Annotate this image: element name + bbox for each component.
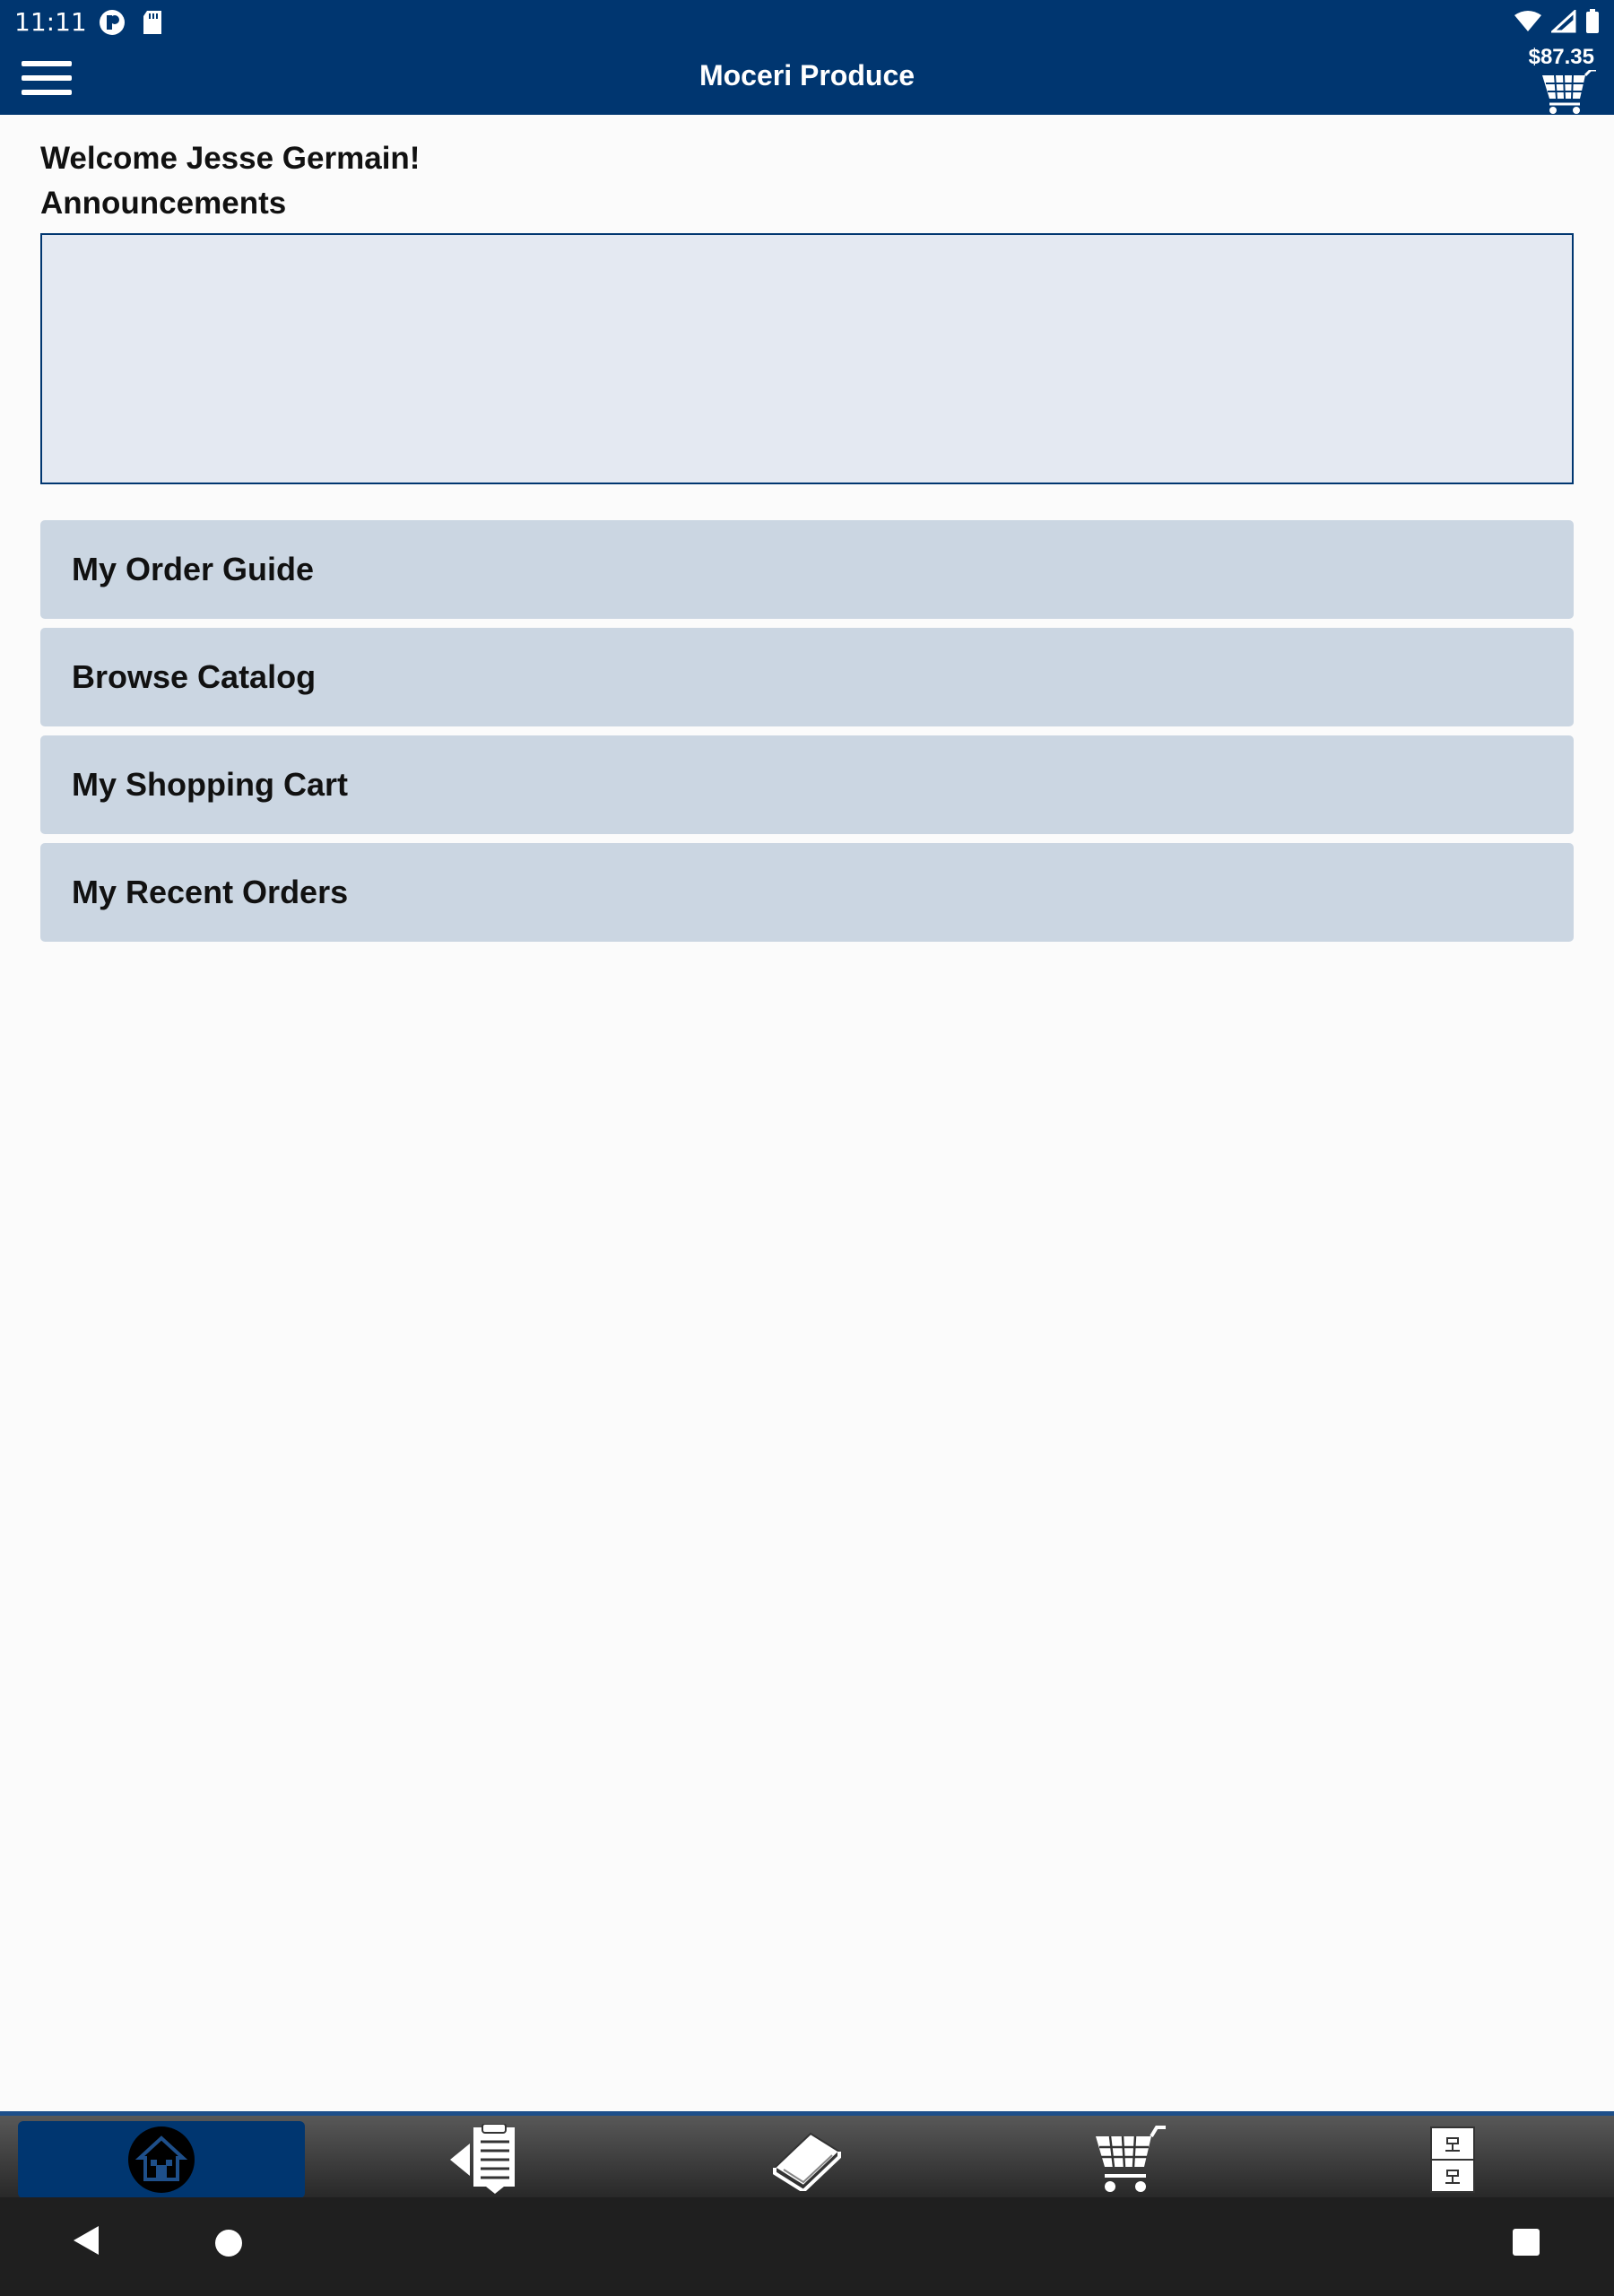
shopping-cart-label: My Shopping Cart — [72, 766, 348, 803]
welcome-text: Welcome Jesse Germain! — [40, 141, 421, 176]
main-content — [40, 115, 1574, 951]
battery-icon — [1585, 9, 1600, 34]
tab-order-guide[interactable] — [341, 2121, 628, 2198]
system-nav-bar — [0, 2197, 1614, 2296]
wifi-icon — [1514, 10, 1542, 33]
header-cart-icon[interactable] — [1539, 70, 1598, 115]
menu-list — [40, 520, 1574, 942]
announcements-label: Announcements — [40, 186, 287, 221]
status-bar — [0, 0, 1614, 43]
app-title: Moceri Produce — [699, 59, 915, 91]
order-guide-button[interactable] — [40, 520, 1574, 619]
browse-catalog-label: Browse Catalog — [72, 658, 317, 695]
recent-orders-label: My Recent Orders — [72, 874, 349, 910]
shopping-cart-icon — [1092, 2124, 1167, 2196]
home-circle-icon[interactable] — [213, 2228, 244, 2258]
order-guide-icon — [447, 2124, 522, 2196]
bottom-tab-bar — [0, 2111, 1614, 2202]
status-icons-left — [99, 9, 163, 36]
status-icons-right — [1514, 9, 1600, 34]
catalog-book-icon — [771, 2128, 843, 2191]
tab-catalog[interactable] — [664, 2121, 950, 2198]
recent-orders-button[interactable] — [40, 843, 1574, 942]
notification-icon — [99, 9, 126, 36]
status-time: 11:11 — [14, 7, 87, 37]
app-header — [0, 43, 1614, 115]
file-cabinet-icon — [1427, 2124, 1478, 2196]
announcements-box — [40, 233, 1574, 484]
cart-total[interactable]: $87.35 — [1528, 45, 1594, 69]
tab-home[interactable] — [18, 2121, 305, 2198]
browse-catalog-button[interactable] — [40, 628, 1574, 726]
signal-icon — [1551, 10, 1576, 33]
recents-icon[interactable] — [1512, 2228, 1540, 2257]
order-guide-label: My Order Guide — [72, 551, 315, 587]
tab-shopping-cart[interactable] — [986, 2121, 1273, 2198]
back-icon[interactable] — [70, 2222, 102, 2258]
home-icon — [127, 2126, 195, 2194]
tab-file-cabinet[interactable] — [1309, 2121, 1596, 2198]
sd-card-icon — [142, 9, 163, 36]
shopping-cart-button[interactable] — [40, 735, 1574, 834]
